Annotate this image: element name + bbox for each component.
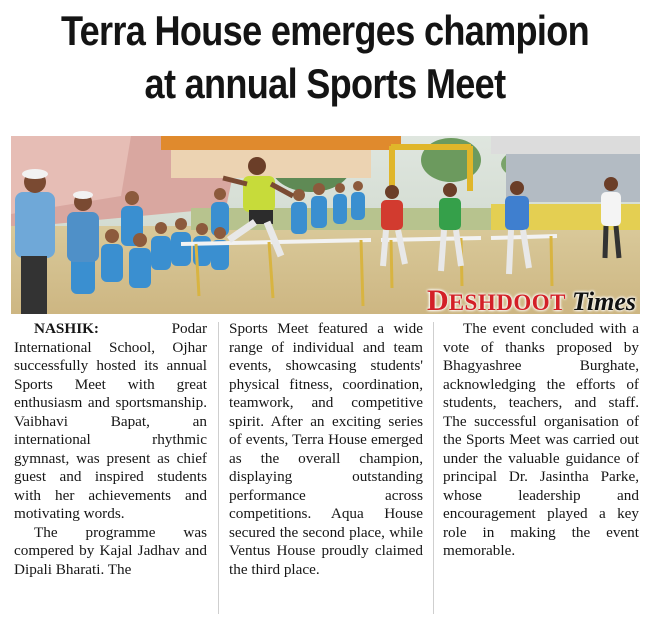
dateline: NASHIK: [34,320,99,337]
column-divider [433,322,434,614]
masthead-name: ESHDOOT [448,290,566,315]
masthead-suffix: Times [571,287,636,316]
masthead-initial: D [427,284,449,317]
article-paragraph: The event concluded with a vote of thanks proposed by Bhagyashree Burghate, acknowledging the efforts of students, teachers, and staff. The successful organisation of the Sports Meet was carried out under the valuable guidance of principal Dr. Jasintha Parke, whose leadership and encouragement played a key role in making the event memorable. [443,320,639,559]
article-column-3 [443,320,639,616]
paragraph-text: Podar International School, Ojhar successfully hosted its annual Sports Meet with great enthusiasm and sportsmanship. Vaibhavi Bapat, an international rhythmic gymnast, was present as chief guest and inspired students with her achievements and motivating words. [14,320,207,522]
headline-line-2: at annual Sports Meet [144,60,506,107]
article-paragraph [14,320,207,524]
article-paragraph: Sports Meet featured a wide range of individual and team events, showcasing students' physical fitness, coordination, teamwork, and competitive spirit. After an exciting series of events, Terra House emerged as the overall champion, displaying outstanding performance across competitions. Aqua House secured the second place, while Ventus House proudly claimed the third place. [229,320,423,578]
article-paragraph: The programme was compered by Kajal Jadhav and Dipali Bharati. The [14,523,207,578]
newspaper-masthead-logo [427,286,636,321]
headline [46,4,605,110]
column-divider [218,322,219,614]
headline-line-1: Terra House emerges champion [60,7,590,54]
article-column-1 [14,320,207,616]
article-column-2 [229,320,423,616]
